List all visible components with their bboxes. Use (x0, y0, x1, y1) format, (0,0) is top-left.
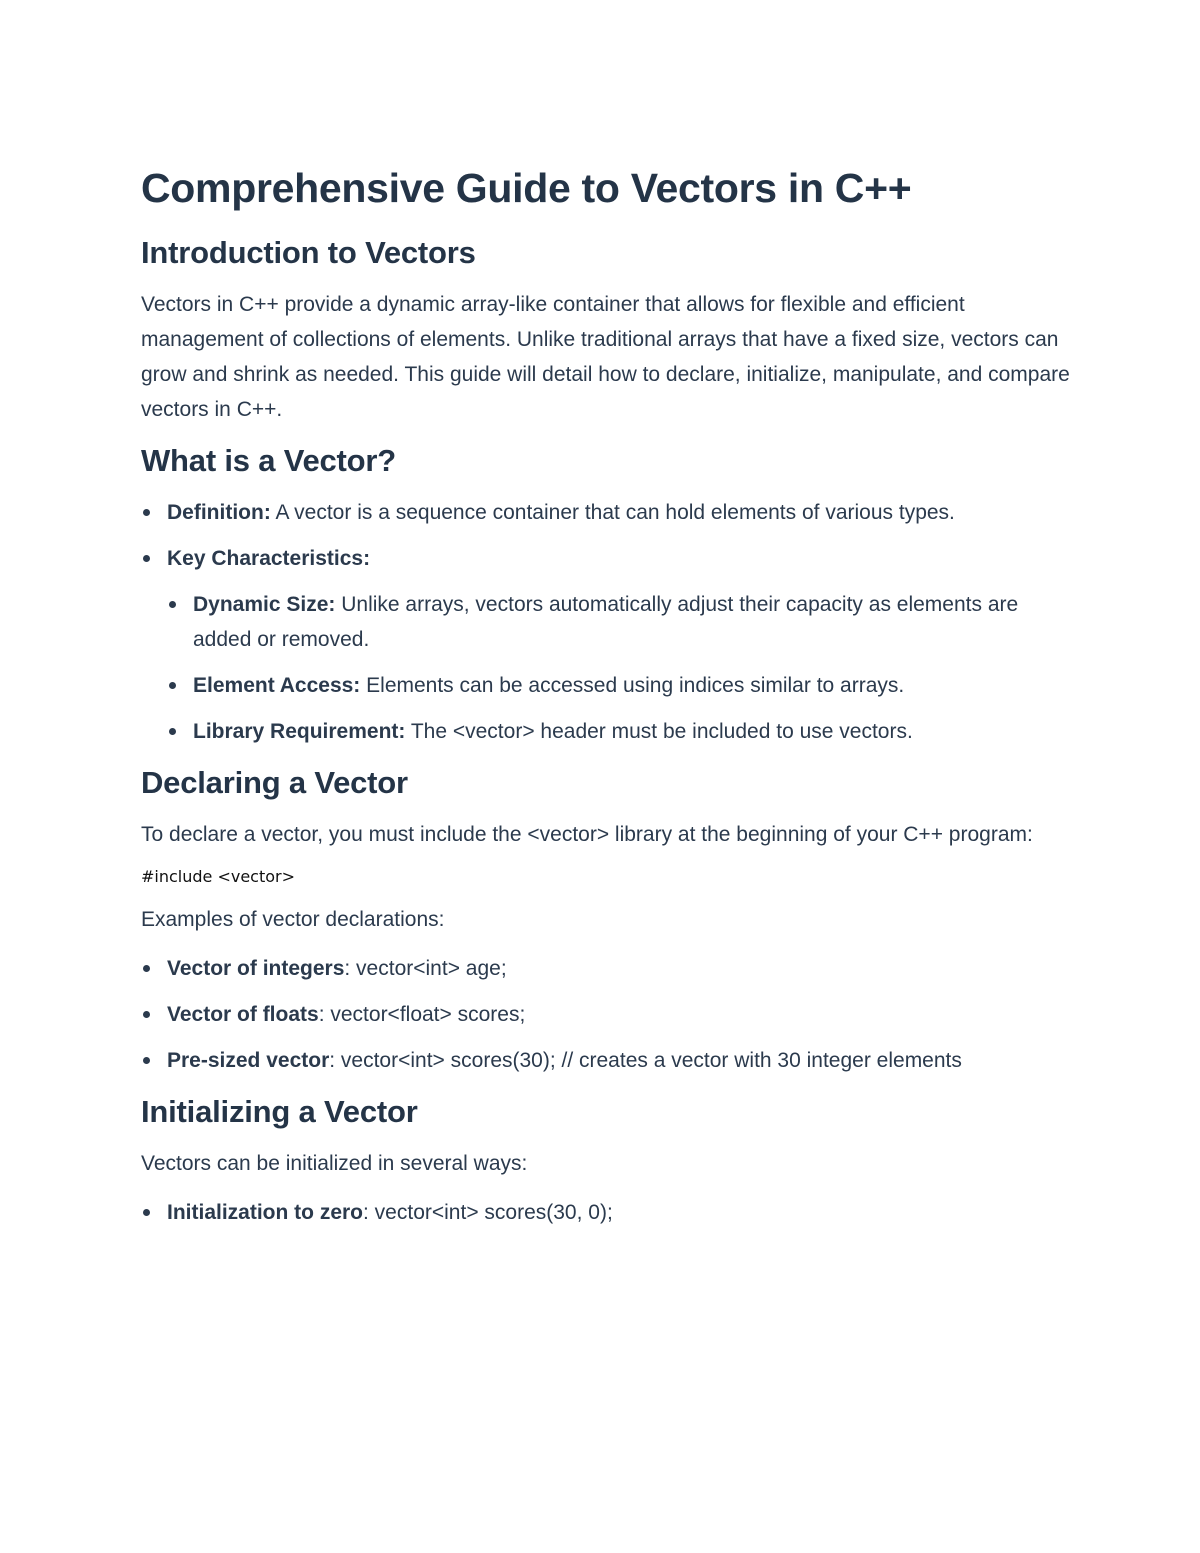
intro-paragraph: Vectors in C++ provide a dynamic array-like container that allows for flexible and efficient management of collections of elements. Unlike traditional arrays that have a fixed size, vectors can grow and shrink as needed. This guide will detail how to declare, initialize, manipulate, and compare vectors in C++. (141, 293, 1070, 421)
bullet-icon (143, 1209, 150, 1216)
item-text: Unlike arrays, vectors automatically adjust their capacity as elements are added or removed. (193, 593, 1019, 651)
item-text: : vector<int> scores(30, 0); (363, 1201, 613, 1224)
examples-intro: Examples of vector declarations: (141, 908, 445, 931)
heading-declaring-vector: Declaring a Vector (141, 765, 408, 800)
code-include: #include <vector> (141, 867, 296, 886)
item-label: Dynamic Size: (193, 593, 336, 616)
heading-what-is-vector: What is a Vector? (141, 443, 396, 478)
bullet-icon (169, 728, 176, 735)
item-label: Library Requirement: (193, 720, 406, 743)
item-label: Element Access: (193, 674, 361, 697)
list-item-library-requirement (167, 714, 1071, 749)
bullet-icon (143, 555, 150, 562)
initializing-paragraph: Vectors can be initialized in several ways: (141, 1152, 528, 1175)
item-label: Initialization to zero (167, 1201, 364, 1224)
item-text: Elements can be accessed using indices similar to arrays. (360, 674, 905, 697)
item-label: Vector of integers (167, 957, 345, 980)
document-page (141, 163, 1071, 1244)
bullet-icon (143, 965, 150, 972)
list-item-element-access (167, 668, 1071, 703)
declaration-examples-list (141, 951, 1071, 1078)
heading-introduction: Introduction to Vectors (141, 235, 476, 270)
item-text: The <vector> header must be included to use vectors. (405, 720, 913, 743)
item-label: Definition: (167, 501, 271, 524)
characteristics-list (167, 587, 1071, 749)
bullet-icon (169, 601, 176, 608)
item-text: : vector<float> scores; (318, 1003, 526, 1026)
declaring-paragraph: To declare a vector, you must include the <vector> library at the beginning of your C++ program: (141, 823, 1033, 846)
item-text: A vector is a sequence container that can hold elements of various types. (270, 501, 955, 524)
list-item-example (141, 951, 1071, 986)
list-item-definition (141, 495, 1071, 530)
item-label: Pre-sized vector (167, 1049, 330, 1072)
bullet-icon (143, 1057, 150, 1064)
bullet-icon (143, 509, 150, 516)
item-label: Vector of floats (167, 1003, 319, 1026)
list-item-example (141, 1043, 1071, 1078)
bullet-icon (143, 1011, 150, 1018)
item-text: : vector<int> scores(30); // creates a vector with 30 integer elements (329, 1049, 962, 1072)
heading-initializing-vector: Initializing a Vector (141, 1094, 418, 1129)
list-item-example (141, 997, 1071, 1032)
what-is-list (141, 495, 1071, 749)
list-item-initialization (141, 1195, 1071, 1230)
list-item-key-characteristics (141, 541, 1071, 749)
item-label: Key Characteristics: (167, 547, 371, 570)
bullet-icon (169, 682, 176, 689)
initialization-list (141, 1195, 1071, 1230)
document-title: Comprehensive Guide to Vectors in C++ (141, 165, 912, 211)
item-text: : vector<int> age; (344, 957, 507, 980)
list-item-dynamic-size (167, 587, 1071, 657)
